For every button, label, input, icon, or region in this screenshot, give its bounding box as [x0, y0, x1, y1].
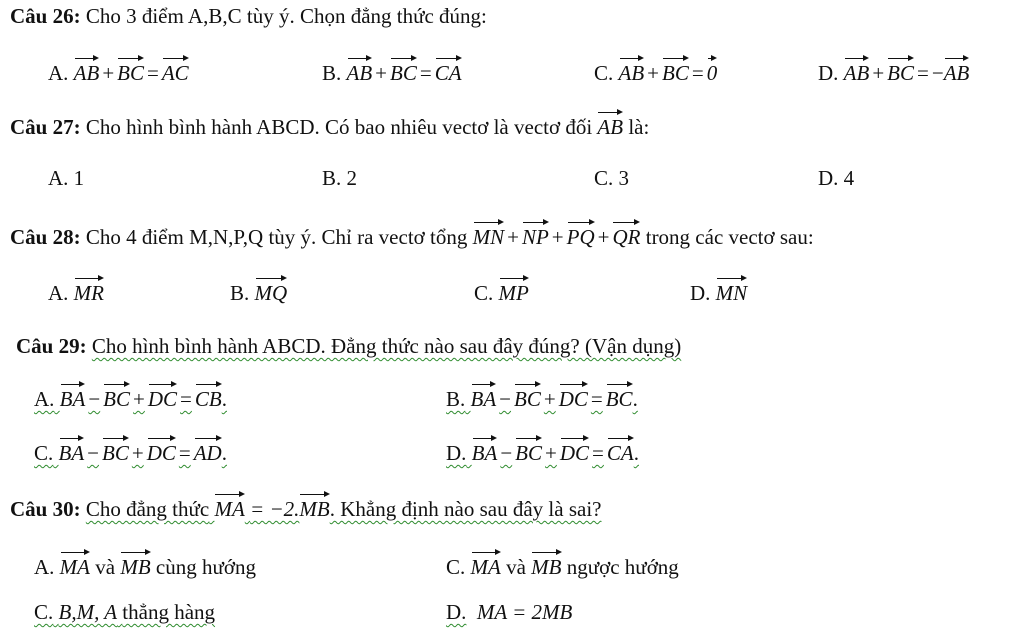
- vector: AB: [597, 110, 623, 138]
- q28-option-c[interactable]: [474, 276, 529, 304]
- vector: AB: [619, 56, 645, 84]
- vector: MB: [531, 550, 561, 578]
- q26-option-b[interactable]: B. AB + BC = CA: [322, 56, 462, 84]
- option-label: A.: [48, 61, 69, 85]
- option-label: B.: [322, 166, 342, 190]
- q27-option-d[interactable]: [818, 168, 854, 189]
- option-text: cùng hướng: [155, 555, 256, 579]
- option-label: C.: [34, 600, 54, 624]
- vector: DC: [559, 382, 588, 410]
- question-27: [10, 110, 649, 138]
- question-26-text: Cho 3 điểm A,B,C tùy ý. Chọn đẳng thức đúng:: [85, 4, 487, 28]
- q26-option-c[interactable]: C. AB + BC = 0: [594, 56, 717, 84]
- vector: MN: [473, 220, 505, 248]
- vector: BA: [59, 436, 85, 464]
- q30-option-d[interactable]: [446, 602, 572, 623]
- question-30-text-end: . Khẳng định nào sau đây là sai?: [329, 497, 602, 521]
- vector: BA: [471, 382, 497, 410]
- zero-vector: 0: [707, 56, 718, 84]
- vector: BC: [102, 436, 129, 464]
- option-text: thẳng hàng: [122, 600, 216, 624]
- vector: MN: [716, 276, 748, 304]
- vector: MB: [299, 492, 329, 520]
- option-label: D.: [446, 600, 467, 624]
- vector: MB: [120, 550, 150, 578]
- option-text: ngược hướng: [566, 555, 679, 579]
- q29-option-c[interactable]: C. BA − BC + DC = AD.: [34, 436, 227, 464]
- vector: MR: [74, 276, 104, 304]
- option-label: D.: [818, 61, 839, 85]
- vector: BC: [515, 436, 542, 464]
- vector: MA: [471, 550, 501, 578]
- coefficient: = −2.: [250, 497, 300, 521]
- option-label: D.: [690, 281, 711, 305]
- vector: BC: [514, 382, 541, 410]
- q29-option-a[interactable]: A. BA − BC + DC = CB.: [34, 382, 227, 410]
- minus-sign: −: [931, 61, 944, 85]
- option-label: A.: [48, 281, 69, 305]
- question-29: [16, 336, 681, 357]
- equation: MA = 2MB: [476, 600, 573, 624]
- vector: AC: [162, 56, 189, 84]
- question-26: [10, 6, 487, 27]
- q28-option-a[interactable]: [48, 276, 104, 304]
- vector: QR: [612, 220, 640, 248]
- conjunction: và: [506, 555, 526, 579]
- vector: NP: [522, 220, 549, 248]
- option-label: A.: [34, 555, 55, 579]
- conjunction: và: [95, 555, 116, 579]
- question-29-text: Cho hình bình hành ABCD. Đẳng thức nào sau đây đúng? (Vận dụng): [91, 334, 682, 358]
- question-30: [10, 492, 601, 520]
- vector: MA: [214, 492, 244, 520]
- vector: BA: [60, 382, 86, 410]
- option-label: B.: [322, 61, 342, 85]
- question-27-text: Cho hình bình hành ABCD. Có bao nhiêu vectơ là vectơ đối: [85, 115, 593, 139]
- question-28-text-end: trong các vectơ sau:: [645, 225, 814, 249]
- question-29-number: Câu 29:: [16, 334, 87, 358]
- vector: BC: [117, 56, 144, 84]
- vector: AB: [74, 56, 100, 84]
- vector: CA: [607, 436, 634, 464]
- option-label: C.: [594, 166, 614, 190]
- option-label: D.: [818, 166, 839, 190]
- option-value: 1: [73, 166, 85, 190]
- question-28: Câu 28: Cho 4 điểm M,N,P,Q tùy ý. Chỉ ra vectơ tổng MN + NP + PQ + QR trong các vectơ sau:: [10, 220, 814, 248]
- vector: AB: [844, 56, 870, 84]
- question-30-number: Câu 30:: [10, 497, 81, 521]
- question-30-body: [86, 497, 602, 521]
- q27-option-a[interactable]: [48, 168, 84, 189]
- option-label: C.: [446, 555, 466, 579]
- q27-option-c[interactable]: [594, 168, 629, 189]
- vector: BC: [887, 56, 914, 84]
- question-28-number: Câu 28:: [10, 225, 81, 249]
- vector: BC: [662, 56, 689, 84]
- option-value: 4: [843, 166, 855, 190]
- question-27-text-end: là:: [628, 115, 650, 139]
- q27-option-b[interactable]: [322, 168, 357, 189]
- option-label: B.: [230, 281, 250, 305]
- vector: DC: [148, 382, 177, 410]
- vector: BC: [390, 56, 417, 84]
- question-30-text: Cho đẳng thức: [85, 497, 210, 521]
- vector: AB: [347, 56, 373, 84]
- question-27-number: Câu 27:: [10, 115, 81, 139]
- vector: CB: [195, 382, 222, 410]
- option-label: B.: [446, 387, 466, 411]
- vector: DC: [560, 436, 589, 464]
- option-label: C.: [34, 441, 54, 465]
- question-28-text: Cho 4 điểm M,N,P,Q tùy ý. Chỉ ra vectơ tổng: [85, 225, 468, 249]
- vector: AB: [944, 56, 970, 84]
- option-label: D.: [446, 441, 467, 465]
- option-value: 2: [346, 166, 358, 190]
- q29-option-b[interactable]: B. BA − BC + DC = BC.: [446, 382, 638, 410]
- points: B,M, A: [58, 600, 118, 624]
- option-value: 3: [618, 166, 630, 190]
- option-label: C.: [594, 61, 614, 85]
- vector: MA: [60, 550, 90, 578]
- vector: BC: [606, 382, 633, 410]
- q30-option-b[interactable]: [34, 602, 215, 623]
- vector: DC: [147, 436, 176, 464]
- option-label: A.: [34, 387, 55, 411]
- q30-option-a[interactable]: [34, 550, 256, 578]
- q30-option-c[interactable]: [446, 550, 679, 578]
- q29-option-d[interactable]: D. BA − BC + DC = CA.: [446, 436, 639, 464]
- vector: MQ: [255, 276, 288, 304]
- vector: BA: [472, 436, 498, 464]
- q26-option-d[interactable]: D. AB + BC = −AB: [818, 56, 969, 84]
- q28-option-d[interactable]: [690, 276, 747, 304]
- q28-option-b[interactable]: [230, 276, 287, 304]
- option-label: C.: [474, 281, 494, 305]
- vector: BC: [103, 382, 130, 410]
- vector: PQ: [567, 220, 595, 248]
- option-label: A.: [48, 166, 69, 190]
- vector: MP: [499, 276, 529, 304]
- vector: CA: [435, 56, 462, 84]
- question-26-number: Câu 26:: [10, 4, 81, 28]
- q26-option-a[interactable]: A. AB + BC = AC: [48, 56, 189, 84]
- vector: AD: [194, 436, 222, 464]
